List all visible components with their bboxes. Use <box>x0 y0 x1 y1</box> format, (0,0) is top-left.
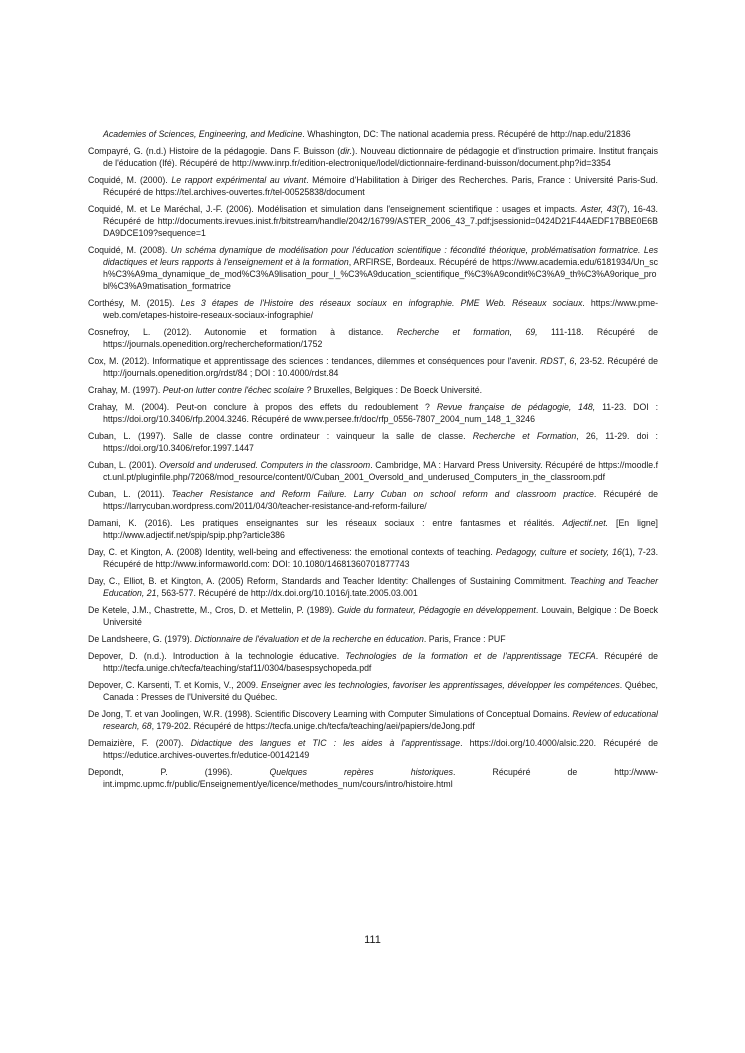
reference-text: (1), 7-23. Récupéré de http://www.informaworld.com: DOI: 10.1080/14681360701877743 <box>103 547 658 569</box>
reference-text: De Landsheere, G. (1979). <box>88 634 195 644</box>
reference-list <box>88 128 658 795</box>
reference-italic-text: Pedagogy, culture et society, 16 <box>495 547 622 557</box>
reference-text: . https://www.pme-web.com/etapes-histoire-reseaux-sociaux-infographie/ <box>103 298 658 320</box>
reference-italic-text: Academies of Sciences, Engineering, and Medicine <box>103 129 303 139</box>
reference-italic-text: Adjectif.net. <box>562 518 609 528</box>
reference-url: http://documents.irevues.inist.fr/bitstream/handle/2042/16799/ASTER_2006_43_7.pdf;jsessionid=0424D21F44AEDF17BBE0E6BDA9DCE109?sequence=1 <box>103 216 658 238</box>
reference-text: [En ligne] http://www.adjectif.net/spip/spip.php?article386 <box>103 518 658 540</box>
reference-text: ). Nouveau dictionnaire de pédagogie et d'instruction primaire. Institut français de l'éducation (Ifé). Récupéré de http://www.inrp.fr/edition-electronique/lodel/dictionnaire-ferdinand-buisson/document.php?id=3354 <box>103 146 658 168</box>
reference-entry <box>88 174 658 198</box>
reference-italic-text: Enseigner avec les technologies, favoriser les apprentissages, développer les compétences <box>261 680 620 690</box>
reference-italic-text: Un schéma dynamique de modélisation pour l'éducation scientifique : fécondité théorique, problématisation formatrice. Les didactiques et leurs rapports à l'enseignement et à la formation <box>103 245 658 267</box>
reference-text: Crahay, M. (2004). Peut-on conclure à propos des effets du redoublement ? <box>88 402 437 412</box>
reference-text: Cosnefroy, L. (2012). Autonomie et formation à distance. <box>88 327 397 337</box>
reference-entry <box>88 488 658 512</box>
reference-text: De Jong, T. et van Joolingen, W.R. (1998). Scientific Discovery Learning with Computer Simulations of Conceptual Domains. <box>88 709 573 719</box>
reference-italic-text: Guide du formateur, Pédagogie en développement <box>337 605 536 615</box>
reference-entry <box>88 355 658 379</box>
reference-text: . Louvain, Belgique : De Boeck Université <box>103 605 658 627</box>
reference-italic-text: Aster, 43 <box>580 204 617 214</box>
reference-entry <box>88 679 658 703</box>
reference-text: Depondt, P. (1996). <box>88 767 270 777</box>
reference-text: Demaizière, F. (2007). <box>88 738 191 748</box>
reference-text: . Récupéré de http://www-int.impmc.upmc.fr/public/Enseignement/ye/licence/methodes_num/cours/intro/histoire.html <box>103 767 659 789</box>
reference-text: Coquidé, M. et Le Maréchal, J.-F. (2006). Modélisation et simulation dans l'enseignement scientifique : usages et impacts. <box>88 204 581 214</box>
reference-italic-text: Review of educational research, 68 <box>103 709 659 731</box>
reference-italic-text: Oversold and underused. Computers in the classroom <box>159 460 371 470</box>
reference-text: Compayré, G. (n.d.) Histoire de la pédagogie. Dans F. Buisson ( <box>88 146 341 156</box>
reference-italic-text: RDST <box>540 356 564 366</box>
page-number: 111 <box>364 934 381 946</box>
reference-italic-text: Peut-on lutter contre l'échec scolaire ? <box>162 385 312 395</box>
reference-text: , 23-52. Récupéré de http://journals.openedition.org/rdst/84 ; DOI : 10.4000/rdst.84 <box>103 356 658 378</box>
reference-url: https://moodle.fct.unl.pt/pluginfile.php/72068/mod_resource/content/0/Cuban_2001_Oversold_and_underused_Computers_in_the_classroom.pdf <box>103 460 659 482</box>
reference-text: , 26, 11-29. doi : https://doi.org/10.3406/refor.1997.1447 <box>103 431 658 453</box>
reference-text: Crahay, M. (1997). <box>88 385 163 395</box>
reference-italic-text: Teacher Resistance and Reform Failure. Larry Cuban on school reform and classroom practice <box>171 489 594 499</box>
reference-italic-text: dir. <box>340 146 353 156</box>
reference-entry <box>88 766 658 790</box>
reference-text: , 179-202. Récupéré de https://tecfa.unige.ch/tecfa/teaching/aei/papiers/deJong.pdf <box>151 721 475 731</box>
reference-italic-text: Quelques repères historiques <box>269 767 454 777</box>
reference-entry <box>88 244 658 292</box>
reference-italic-text: Recherche et Formation <box>472 431 577 441</box>
reference-text: Bruxelles, Belgiques : De Boeck Université. <box>311 385 482 395</box>
reference-url: https://www.academia.edu/6181934/Un_sch%C3%A9ma_dynamique_de_mod%C3%A9lisation_pour_l_%C3%A9ducation_scientifique_f%C3%A9condit%C3%A9_th%C3%A9orique_probl%C3%A9matisation_formatrice <box>103 257 658 291</box>
reference-entry <box>88 145 658 169</box>
reference-entry <box>88 326 658 350</box>
reference-entry <box>88 430 658 454</box>
reference-entry <box>88 650 658 674</box>
reference-entry <box>88 575 658 599</box>
reference-text: De Ketele, J.M., Chastrette, M., Cros, D. et Mettelin, P. (1989). <box>88 605 338 615</box>
reference-text: Cox, M. (2012). Informatique et apprentissage des sciences : tendances, dilemmes et conséquences pour l'avenir. <box>88 356 541 366</box>
reference-entry <box>88 297 658 321</box>
reference-text: . Paris, France : PUF <box>423 634 506 644</box>
reference-text: . Cambridge, MA : Harvard Press University. Récupéré de <box>370 460 599 470</box>
reference-entry <box>88 633 658 645</box>
reference-text: , 563-577. Récupéré de http://dx.doi.org/10.1016/j.tate.2005.03.001 <box>156 588 418 598</box>
reference-text: Cuban, L. (1997). Salle de classe contre ordinateur : vainqueur la salle de classe. <box>88 431 473 441</box>
reference-entry <box>88 604 658 628</box>
reference-text: , <box>563 356 570 366</box>
reference-entry <box>88 401 658 425</box>
reference-text: Damani, K. (2016). Les pratiques enseignantes sur les réseaux sociaux : entre fantasmes et réalités. <box>88 518 563 528</box>
reference-text: Day, C., Elliot, B. et Kington, A. (2005) Reform, Standards and Teacher Identity: Challenges of Sustaining Commitment. <box>88 576 570 586</box>
reference-entry <box>88 546 658 570</box>
reference-entry <box>88 737 658 761</box>
reference-text: Coquidé, M. (2000). <box>88 175 172 185</box>
reference-text: . Whashington, DC: The national academia press. Récupéré de http://nap.edu/21836 <box>302 129 631 139</box>
reference-text: . Mémoire d'Habilitation à Diriger des Recherches. Paris, France : Université Paris-Sud. Récupéré de https://tel.archives-ouvertes.fr/tel-00525838/document <box>103 175 658 197</box>
reference-italic-text: 6 <box>569 356 575 366</box>
reference-italic-text: Revue française de pédagogie, 148, <box>436 402 596 412</box>
reference-italic-text: Recherche et formation, 69, <box>396 327 538 337</box>
reference-text: Day, C. et Kington, A. (2008) Identity, well-being and effectiveness: the emotional contexts of teaching. <box>88 547 496 557</box>
reference-italic-text: Technologies de la formation et de l'apprentissage TECFA <box>345 651 596 661</box>
reference-text: . Récupéré de http://tecfa.unige.ch/tecfa/teaching/staf11/0304/basespsychopeda.pdf <box>103 651 658 673</box>
reference-entry <box>88 517 658 541</box>
reference-italic-text: Didactique des langues et TIC : les aides à l'apprentissage <box>190 738 461 748</box>
reference-italic-text: Dictionnaire de l'évaluation et de la recherche en éducation <box>194 634 424 644</box>
reference-text: . https://doi.org/10.4000/alsic.220. Récupéré de https://edutice.archives-ouvertes.fr/edutice-00142149 <box>103 738 658 760</box>
reference-text: 11-23. DOI : https://doi.org/10.3406/rfp.2004.3246. Récupéré de www.persee.fr/doc/rfp_0556-7807_2004_num_148_1_3246 <box>103 402 658 424</box>
reference-italic-text: Le rapport expérimental au vivant <box>171 175 307 185</box>
reference-text: Depover, D. (n.d.). Introduction à la technologie éducative. <box>88 651 346 661</box>
reference-italic-text: Les 3 étapes de l'Histoire des réseaux sociaux en infographie. PME Web. Réseaux sociaux <box>180 298 583 308</box>
reference-text: Corthésy, M. (2015). <box>88 298 181 308</box>
reference-entry <box>88 708 658 732</box>
reference-text: (7), 16-43. Récupéré de <box>103 204 658 226</box>
reference-entry <box>88 203 658 239</box>
reference-text: Cuban, L. (2001). <box>88 460 160 470</box>
reference-text: Coquidé, M. (2008). <box>88 245 171 255</box>
reference-italic-text: Teaching and Teacher Education, 21 <box>103 576 658 598</box>
reference-text: . Québec, Canada : Presses de l'Université du Québec. <box>103 680 658 702</box>
reference-entry <box>88 459 658 483</box>
reference-text: , ARFIRSE, Bordeaux. Récupéré de <box>348 257 493 267</box>
reference-text: . Récupéré de https://larrycuban.wordpress.com/2011/04/30/teacher-resistance-and-reform-failure/ <box>103 489 658 511</box>
reference-entry <box>88 384 658 396</box>
reference-entry <box>88 128 658 140</box>
reference-text: Depover, C. Karsenti, T. et Komis, V., 2009. <box>88 680 262 690</box>
reference-text: Cuban, L. (2011). <box>88 489 172 499</box>
reference-text: 111-118. Récupéré de https://journals.openedition.org/rechercheformation/1752 <box>103 327 658 349</box>
